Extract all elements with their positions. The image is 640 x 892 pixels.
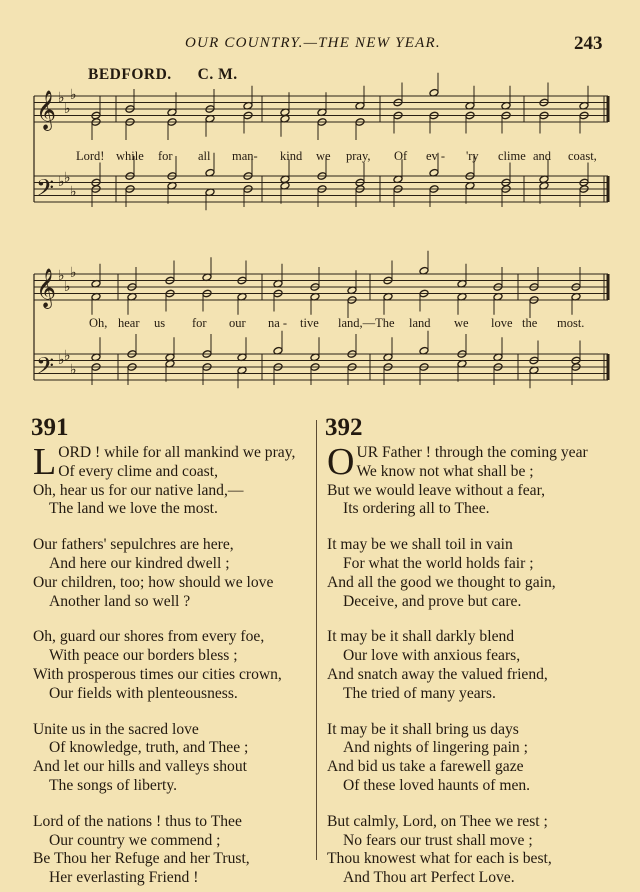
lyric-syllable: for bbox=[158, 149, 173, 163]
flat-sign: ♭ bbox=[70, 265, 77, 281]
lyric-syllable: land,—The bbox=[338, 316, 395, 330]
treble-clef: 𝄞 bbox=[36, 90, 57, 130]
lyric-syllable: for bbox=[192, 316, 207, 330]
verse-line: Unite us in the sacred love bbox=[33, 720, 199, 738]
lyric-syllable: we bbox=[454, 316, 469, 330]
flat-sign: ♭ bbox=[64, 101, 71, 117]
verse-line: We know not what shall be ; bbox=[356, 462, 534, 480]
stanza bbox=[327, 721, 617, 796]
flat-sign: ♭ bbox=[58, 268, 65, 284]
lyric-syllable: land bbox=[409, 316, 431, 330]
verse-line: UR Father ! through the coming year bbox=[356, 444, 588, 461]
music-score bbox=[0, 0, 640, 410]
hymn-392 bbox=[327, 412, 617, 888]
stanza bbox=[33, 813, 323, 888]
stanza bbox=[327, 813, 617, 888]
verse-line: The songs of liberty. bbox=[49, 776, 178, 794]
lyric-syllable: Oh, bbox=[89, 316, 108, 330]
verse-line: Her everlasting Friend ! bbox=[49, 869, 199, 887]
lyric-syllable: tive bbox=[300, 316, 319, 330]
hymn-number: 391 bbox=[31, 414, 69, 441]
lyric-syllable: we bbox=[316, 149, 331, 163]
verse-line: The tried of many years. bbox=[343, 684, 496, 702]
tune-meter: C. M. bbox=[197, 66, 238, 83]
flat-sign: ♭ bbox=[64, 170, 71, 186]
verse-line: And let our hills and valleys shout bbox=[33, 758, 247, 776]
verse-line: But calmly, Lord, on Thee we rest ; bbox=[327, 812, 548, 830]
stanza bbox=[327, 536, 617, 611]
verse-line: Our children, too; how should we love bbox=[33, 573, 274, 591]
hymn-text bbox=[327, 441, 617, 888]
verse-line: And here our kindred dwell ; bbox=[49, 554, 230, 572]
verse-line: Of every clime and coast, bbox=[58, 462, 218, 480]
verse-line: Oh, hear us for our native land,— bbox=[33, 481, 244, 499]
verse-line: Our fathers' sepulchres are here, bbox=[33, 536, 234, 554]
lyric-syllable: coast, bbox=[568, 149, 597, 163]
lyric-syllable: our bbox=[229, 316, 246, 330]
stanza bbox=[33, 441, 323, 519]
verse-line: Lord of the nations ! thus to Thee bbox=[33, 812, 242, 830]
stanza bbox=[33, 628, 323, 703]
lyric-syllable: ev - bbox=[426, 149, 446, 163]
verse-line: And Thou art Perfect Love. bbox=[343, 869, 515, 887]
flat-sign: ♭ bbox=[70, 362, 77, 378]
verse-line: Our fields with plenteousness. bbox=[49, 684, 238, 702]
verse-line: Be Thou her Refuge and her Trust, bbox=[33, 850, 250, 868]
lyric-syllable: all bbox=[198, 149, 211, 163]
verse-line: But we would leave without a fear, bbox=[327, 481, 546, 499]
hymn-number: 392 bbox=[325, 414, 363, 441]
first-line-block bbox=[327, 441, 617, 519]
verse-line: Deceive, and prove but care. bbox=[343, 592, 522, 610]
verse-line: Its ordering all to Thee. bbox=[343, 500, 490, 518]
flat-sign: ♭ bbox=[58, 352, 65, 368]
drop-cap: O bbox=[327, 441, 355, 483]
lyric-syllable: man- bbox=[232, 149, 258, 163]
verse-line: Thou knowest what for each is best, bbox=[327, 850, 552, 868]
flat-sign: ♭ bbox=[58, 90, 65, 106]
flat-sign: ♭ bbox=[64, 348, 71, 364]
lyric-syllable: while bbox=[116, 149, 144, 163]
verse-line: Oh, guard our shores from every foe, bbox=[33, 628, 265, 646]
lyric-syllable: 'ry bbox=[466, 149, 479, 163]
lyric-syllable: clime bbox=[498, 149, 526, 163]
hymn-391 bbox=[33, 412, 323, 888]
lyric-syllable: and bbox=[533, 149, 552, 163]
page-number: 243 bbox=[574, 33, 603, 54]
lyric-syllable: hear bbox=[118, 316, 140, 330]
lyric-syllable: na - bbox=[268, 316, 288, 330]
verse-line: And snatch away the valued friend, bbox=[327, 665, 548, 683]
lyric-syllable: most. bbox=[557, 316, 585, 330]
lyric-syllable: Lord! bbox=[76, 149, 105, 163]
verse-line: The land we love the most. bbox=[49, 500, 218, 518]
stanza bbox=[327, 628, 617, 703]
verse-line: No fears our trust shall move ; bbox=[343, 831, 533, 849]
lyric-syllable: us bbox=[154, 316, 166, 330]
hymn-columns bbox=[0, 412, 640, 887]
verse-line: ORD ! while for all mankind we pray, bbox=[58, 444, 296, 461]
bass-clef: 𝄢 bbox=[36, 174, 55, 207]
first-line-block bbox=[33, 441, 323, 519]
verse-line: It may be it shall bring us days bbox=[327, 720, 519, 738]
verse-line: Another land so well ? bbox=[49, 592, 191, 610]
verse-line: Of knowledge, truth, and Thee ; bbox=[49, 739, 249, 757]
verse-line: It may be we shall toil in vain bbox=[327, 536, 513, 554]
flat-sign: ♭ bbox=[70, 184, 77, 200]
verse-line: For what the world holds fair ; bbox=[343, 554, 534, 572]
drop-cap: L bbox=[33, 441, 57, 483]
verse-line: It may be it shall darkly blend bbox=[327, 628, 515, 646]
stanza bbox=[327, 441, 617, 519]
verse-line: And bid us take a farewell gaze bbox=[327, 758, 524, 776]
verse-line: Our country we commend ; bbox=[49, 831, 221, 849]
lyric-syllable: love bbox=[491, 316, 513, 330]
lyric-syllable: the bbox=[522, 316, 538, 330]
verse-line: With prosperous times our cities crown, bbox=[33, 665, 282, 683]
flat-sign: ♭ bbox=[64, 279, 71, 295]
stanza bbox=[33, 536, 323, 611]
treble-clef: 𝄞 bbox=[36, 268, 57, 308]
lyric-syllable: pray, bbox=[346, 149, 371, 163]
flat-sign: ♭ bbox=[58, 174, 65, 190]
stanza bbox=[33, 721, 323, 796]
verse-line: With peace our borders bless ; bbox=[49, 647, 238, 665]
lyric-syllable: kind bbox=[280, 149, 303, 163]
hymn-text bbox=[33, 441, 323, 888]
flat-sign: ♭ bbox=[70, 87, 77, 103]
verse-line: And all the good we thought to gain, bbox=[327, 573, 556, 591]
verse-line: Of these loved haunts of men. bbox=[343, 776, 531, 794]
lyric-syllable: Of bbox=[394, 149, 408, 163]
running-title: OUR COUNTRY.—THE NEW YEAR. bbox=[185, 35, 441, 51]
tune-name: BEDFORD. bbox=[88, 66, 172, 83]
verse-line: Our love with anxious fears, bbox=[343, 647, 521, 665]
verse-line: And nights of lingering pain ; bbox=[343, 739, 528, 757]
bass-clef: 𝄢 bbox=[36, 352, 55, 385]
